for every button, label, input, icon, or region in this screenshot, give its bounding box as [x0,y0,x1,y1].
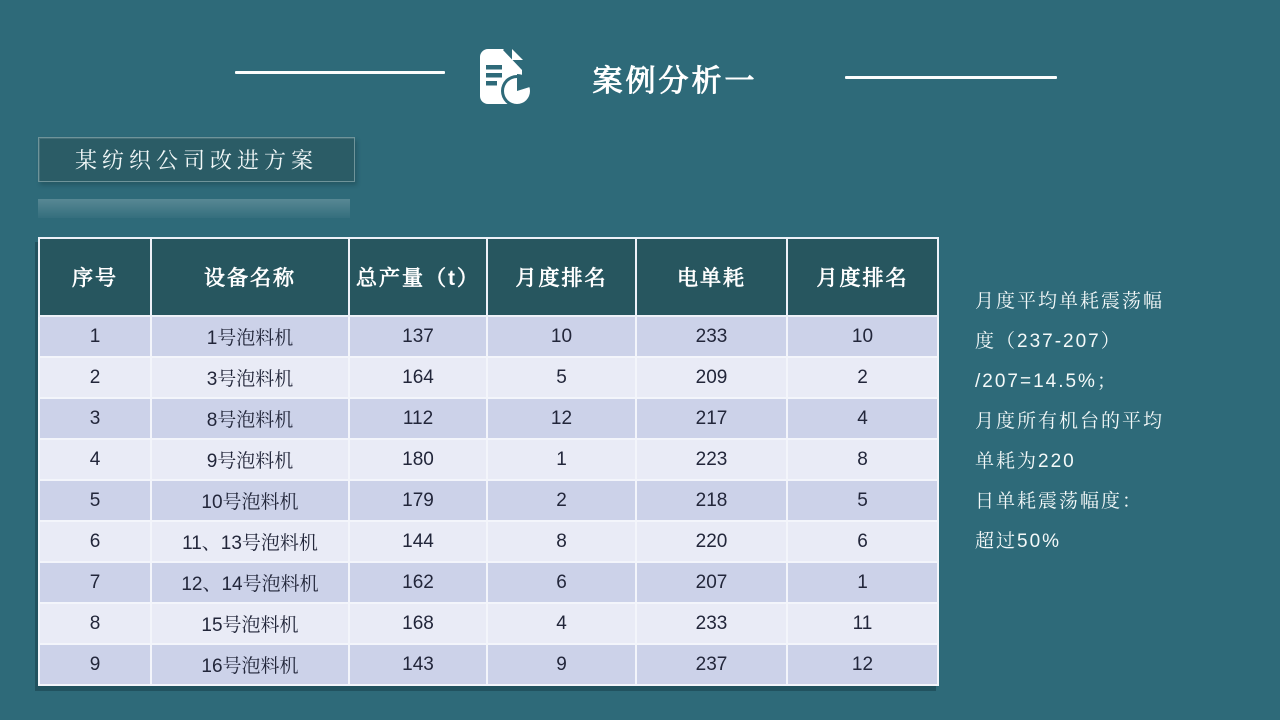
column-header: 总产量（t） [349,238,487,316]
table-row [39,562,938,603]
table-cell: 112 [349,398,487,439]
table-cell: 8 [39,603,151,644]
note-line: 日单耗震荡幅度： [975,491,1144,512]
table-cell: 5 [787,480,938,521]
note-line: 月度平均单耗震荡幅 [975,291,1165,312]
table-cell: 233 [636,316,787,357]
table-cell: 16号泡料机 [151,644,349,685]
column-header: 电单耗 [636,238,787,316]
table-cell: 2 [487,480,636,521]
note-line: 超过50% [975,531,1062,552]
table-cell: 207 [636,562,787,603]
table-row [39,357,938,398]
table-cell: 9 [39,644,151,685]
table-cell: 217 [636,398,787,439]
table-cell: 168 [349,603,487,644]
table-cell: 1 [787,562,938,603]
equipment-consumption-table [38,237,939,686]
table-cell: 6 [487,562,636,603]
table-cell: 7 [39,562,151,603]
table-cell: 144 [349,521,487,562]
table-cell: 137 [349,316,487,357]
table-cell: 9 [487,644,636,685]
table-row [39,603,938,644]
table-cell: 6 [787,521,938,562]
table-cell: 8号泡料机 [151,398,349,439]
table-cell: 162 [349,562,487,603]
table-cell: 233 [636,603,787,644]
table-cell: 12 [487,398,636,439]
table-cell: 10号泡料机 [151,480,349,521]
table-cell: 2 [39,357,151,398]
note-line: 月度所有机台的平均 [975,411,1165,432]
table-cell: 223 [636,439,787,480]
table-cell: 2 [787,357,938,398]
table-cell: 3 [39,398,151,439]
table-row [39,480,938,521]
subtitle-banner [38,137,355,182]
table-cell: 12 [787,644,938,685]
table-header-row [39,238,938,316]
column-header: 设备名称 [151,238,349,316]
table-cell: 237 [636,644,787,685]
column-header: 月度排名 [487,238,636,316]
table-row [39,644,938,685]
table-cell: 11、13号泡料机 [151,521,349,562]
table-cell: 8 [487,521,636,562]
table-cell: 1 [487,439,636,480]
table-cell: 6 [39,521,151,562]
table-row [39,521,938,562]
table-cell: 164 [349,357,487,398]
table-cell: 220 [636,521,787,562]
slide-title: 案例分析一 [592,65,758,98]
table-row [39,439,938,480]
table-cell: 10 [787,316,938,357]
column-header: 月度排名 [787,238,938,316]
table-cell: 1号泡料机 [151,316,349,357]
table-cell: 3号泡料机 [151,357,349,398]
table-cell: 179 [349,480,487,521]
table-row [39,316,938,357]
title-divider-right [845,76,1057,79]
table-cell: 209 [636,357,787,398]
table-cell: 4 [787,398,938,439]
table-cell: 10 [487,316,636,357]
table-cell: 5 [39,480,151,521]
table-body [39,316,938,685]
note-line: 度（237-207） [975,331,1122,352]
subtitle-text: 某纺织公司改进方案 [74,148,318,173]
note-line: /207=14.5%； [975,371,1118,392]
column-header: 序号 [39,238,151,316]
table-cell: 5 [487,357,636,398]
table-cell: 180 [349,439,487,480]
table-cell: 1 [39,316,151,357]
table-cell: 218 [636,480,787,521]
notes-block [975,282,1245,562]
title-divider-left [235,71,445,74]
table-cell: 9号泡料机 [151,439,349,480]
subtitle-banner-reflection [38,199,350,218]
table-cell: 4 [487,603,636,644]
table-cell: 143 [349,644,487,685]
table-cell: 8 [787,439,938,480]
table-row [39,398,938,439]
note-line: 单耗为220 [975,451,1076,472]
table-cell: 12、14号泡料机 [151,562,349,603]
table-header [39,238,938,316]
table-cell: 11 [787,603,938,644]
document-chart-icon [477,46,535,110]
table-cell: 15号泡料机 [151,603,349,644]
table-cell: 4 [39,439,151,480]
